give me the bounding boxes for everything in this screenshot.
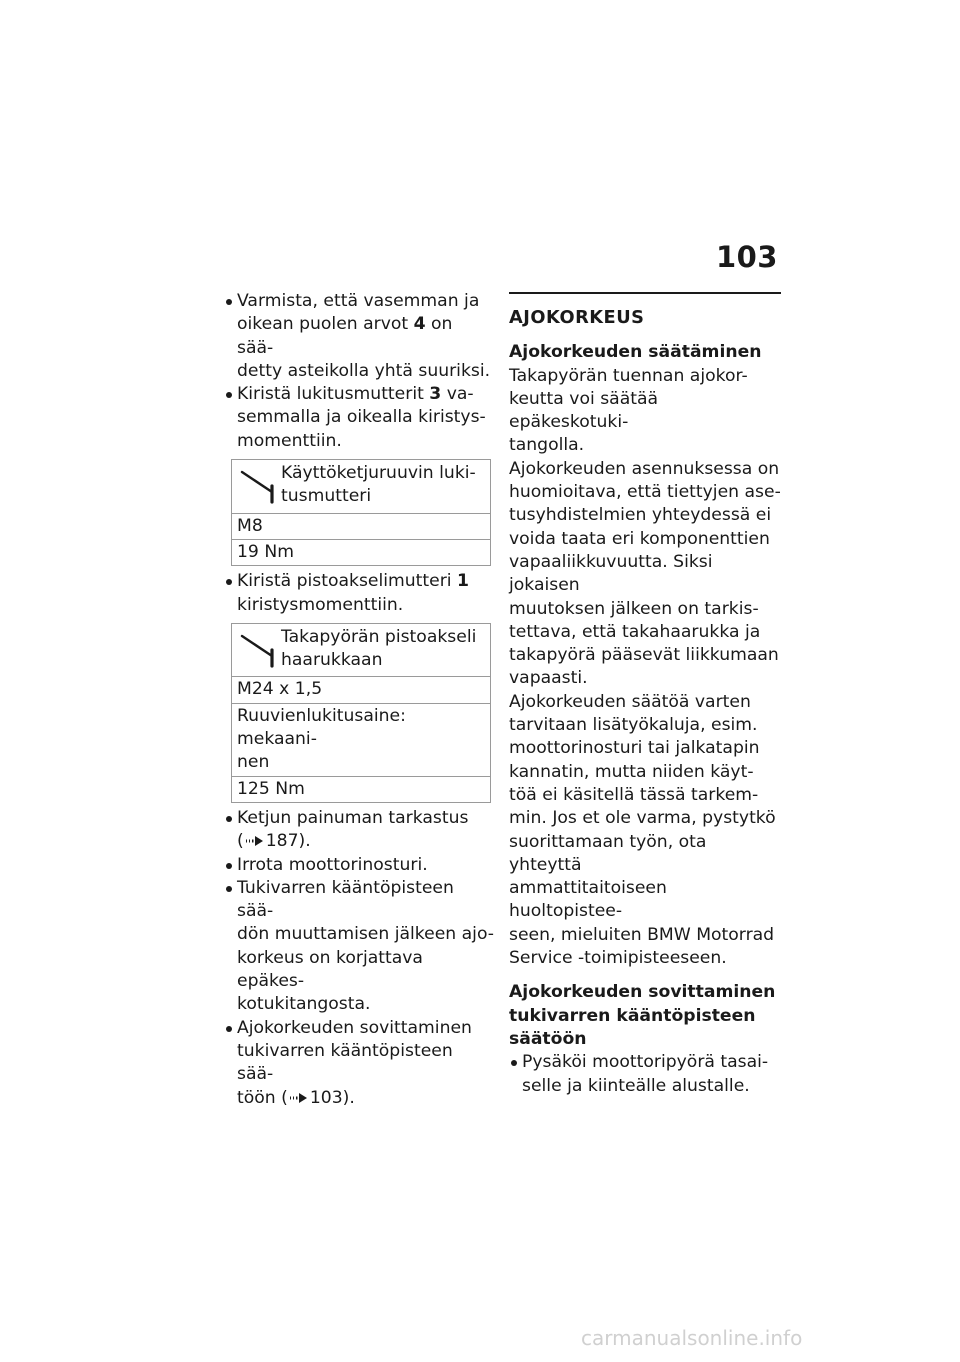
- bullet-icon: [226, 299, 232, 305]
- page-number: 103: [715, 240, 778, 274]
- spec-locking-agent: Ruuvienlukitusaine: mekaani- nen: [232, 703, 490, 776]
- spec-header: Käyttöketjuruuvin luki- tusmutteri: [232, 460, 490, 513]
- list-item: Varmista, että vasemman ja oikean puolen arvot 4 on sää- detty asteikolla yhtä suuriksi.: [224, 290, 494, 383]
- spec-torque: 19 Nm: [232, 539, 490, 565]
- bullet-icon: [226, 886, 232, 892]
- list-item: Ketjun painuman tarkastus ( 187).: [224, 807, 494, 854]
- spec-torque: 125 Nm: [232, 776, 490, 802]
- subheading: Ajokorkeuden säätäminen: [509, 342, 762, 363]
- section-divider: [509, 292, 781, 294]
- page-reference[interactable]: 103).: [309, 1087, 355, 1108]
- left-column: [224, 290, 494, 1110]
- list-item: Pysäköi moottoripyörä tasai- selle ja kiinteälle alustalle.: [509, 1051, 781, 1098]
- torque-spec-table: [231, 459, 491, 566]
- bullet-icon: [226, 816, 232, 822]
- torque-spec-table: [231, 623, 491, 803]
- bullet-icon: [226, 1026, 232, 1032]
- bullet-icon: [226, 579, 232, 585]
- bullet-icon: [511, 1060, 517, 1066]
- torque-wrench-icon: [237, 462, 281, 508]
- spec-header: Takapyörän pistoakseli haarukkaan: [232, 624, 490, 677]
- paragraph: Takapyörän tuennan ajokor- keutta voi säätää epäkeskotuki- tangolla.: [509, 365, 748, 456]
- list-item: Irrota moottorinosturi.: [224, 854, 494, 877]
- paragraph: Ajokorkeuden säätöä varten tarvitaan lisätyökaluja, esim. moottorinosturi tai jalkatapin kannatin, mutta niiden käyt- töä ei käsitellä tässä tarkem- min. Jos et ole varma, pystytkö suorittamaan työn, ota yhteyttä ammattitaitoiseen huoltopistee- seen, mieluiten BMW Motorrad Service -toimipisteeseen.: [509, 691, 776, 969]
- list-item: Tukivarren kääntöpisteen sää- dön muuttamisen jälkeen ajo- korkeus on korjattava epäkes- kotukitangosta.: [224, 877, 494, 1017]
- list-item: Ajokorkeuden sovittaminen tukivarren kääntöpisteen sää- töön ( 103).: [224, 1017, 494, 1110]
- page-reference-arrow-icon: [244, 834, 266, 848]
- bullet-icon: [226, 392, 232, 398]
- section-heading: AJOKORKEUS: [509, 307, 645, 328]
- page-reference[interactable]: 187).: [265, 831, 311, 852]
- list-item: Kiristä lukitusmutterit 3 va- semmalla ja oikealla kiristys- momenttiin.: [224, 383, 494, 453]
- spec-thread: M8: [232, 513, 490, 539]
- subheading: Ajokorkeuden sovittaminen tukivarren kääntöpisteen säätöön: [509, 982, 776, 1049]
- page-reference-arrow-icon: [288, 1091, 310, 1105]
- watermark: carmanualsonline.info: [581, 1326, 803, 1350]
- paragraph: Ajokorkeuden asennuksessa on huomioitava, että tiettyjen ase- tusyhdistelmien yhteydessä ei voida taata eri komponenttien vapaaliikkuvuutta. Siksi jokaisen muutoksen jälkeen on tarkis- tettava, että takahaarukka ja takapyörä pääsevät liikkumaan vapaasti.: [509, 458, 781, 689]
- spec-thread: M24 x 1,5: [232, 676, 490, 702]
- list-item: Kiristä pistoakselimutteri 1 kiristysmomenttiin.: [224, 570, 494, 617]
- right-column: [509, 292, 781, 1098]
- bullet-icon: [226, 863, 232, 869]
- torque-wrench-icon: [237, 626, 281, 672]
